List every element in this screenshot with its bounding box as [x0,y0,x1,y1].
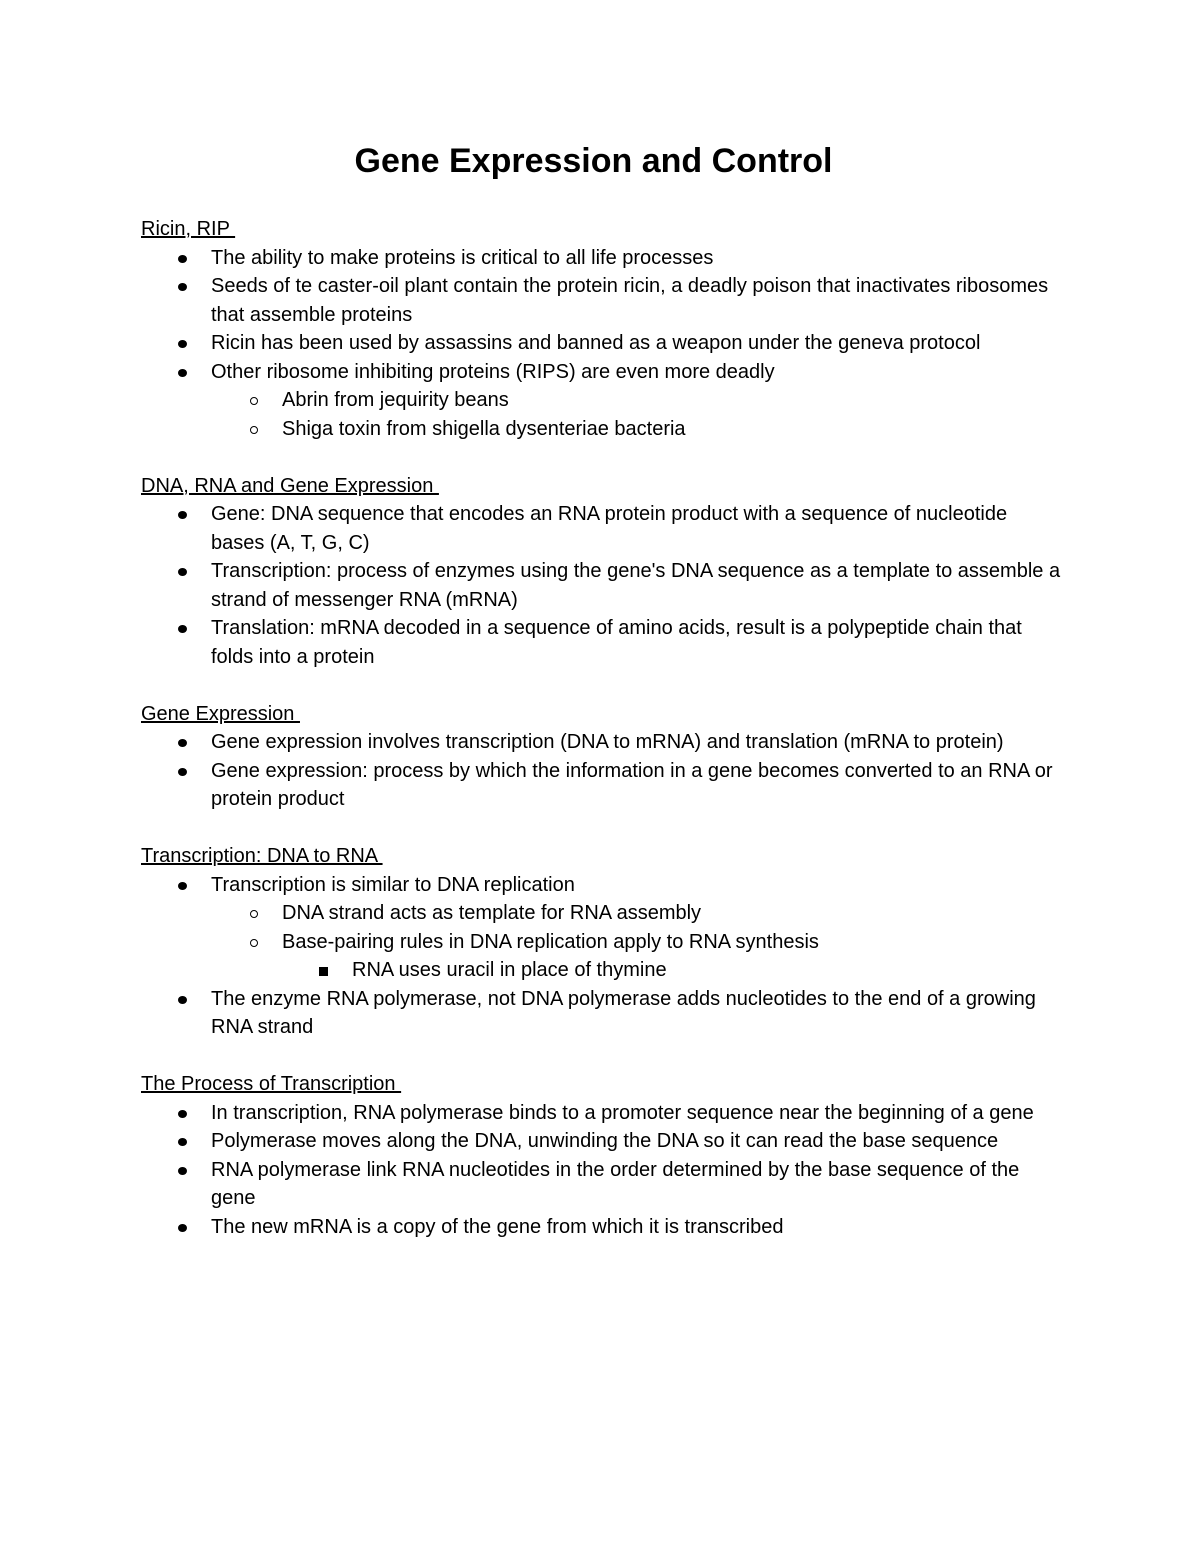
bullet-icon [178,1167,187,1175]
bullet-icon [178,739,187,747]
bullet-icon [178,768,187,776]
bullet-icon [178,882,187,890]
bullet-icon [178,568,187,576]
section-dna-rna-gene-expression [141,472,1061,672]
section-heading: Ricin, RIP [141,218,236,240]
list-item: The enzyme RNA polymerase, not DNA polymerase adds nucleotides to the end of a growing RNA strand [141,985,1061,1042]
list-item: Gene: DNA sequence that encodes an RNA protein product with a sequence of nucleotide bases (A, T, G, C) [141,500,1061,557]
list-item: RNA polymerase link RNA nucleotides in the order determined by the base sequence of the gene [141,1156,1061,1213]
list-item: Shiga toxin from shigella dysenteriae bacteria [141,415,1061,444]
list-item: Gene expression: process by which the information in a gene becomes converted to an RNA or protein product [141,757,1061,814]
bullet-icon [178,1110,187,1118]
bullet-list [141,500,1061,671]
list-item: Transcription is similar to DNA replication [141,871,1061,900]
list-item: Transcription: process of enzymes using the gene's DNA sequence as a template to assemble a strand of messenger RNA (mRNA) [141,557,1061,614]
list-item: The ability to make proteins is critical to all life processes [141,244,1061,273]
list-item: RNA uses uracil in place of thymine [141,956,1061,985]
section-heading: The Process of Transcription [141,1073,402,1095]
list-item: Abrin from jequirity beans [141,386,1061,415]
list-item: Base-pairing rules in DNA replication apply to RNA synthesis [141,928,1061,957]
bullet-icon [178,1224,187,1232]
bullet-icon [178,1138,187,1146]
section-transcription-dna-to-rna [141,842,1061,1042]
bullet-list [141,871,1061,1042]
list-item: Polymerase moves along the DNA, unwinding the DNA so it can read the base sequence [141,1127,1061,1156]
hollow-bullet-icon [250,939,258,947]
bullet-icon [178,625,187,633]
bullet-icon [178,255,187,263]
bullet-icon [178,283,187,291]
list-item: Seeds of te caster-oil plant contain the protein ricin, a deadly poison that inactivates ribosomes that assemble proteins [141,272,1061,329]
hollow-bullet-icon [250,910,258,918]
bullet-icon [178,511,187,519]
section-ricin-rip [141,215,1061,443]
section-process-of-transcription [141,1070,1061,1241]
section-heading: Gene Expression [141,702,300,725]
section-heading: DNA, RNA and Gene Expression [141,474,439,497]
section-gene-expression [141,700,1061,814]
list-item: In transcription, RNA polymerase binds to a promoter sequence near the beginning of a gene [141,1099,1061,1128]
list-item: Other ribosome inhibiting proteins (RIPS) are even more deadly [141,358,1061,387]
list-item: The new mRNA is a copy of the gene from which it is transcribed [141,1213,1061,1242]
bullet-list [141,1099,1061,1242]
list-item: Ricin has been used by assassins and banned as a weapon under the geneva protocol [141,329,1061,358]
bullet-list [141,244,1061,444]
document-body [141,215,1061,1270]
page-title: Gene Expression and Control [354,142,833,180]
hollow-bullet-icon [250,397,258,405]
square-bullet-icon [319,967,328,976]
hollow-bullet-icon [250,426,258,434]
section-heading: Transcription: DNA to RNA [141,845,383,867]
list-item: Translation: mRNA decoded in a sequence of amino acids, result is a polypeptide chain that folds into a protein [141,614,1061,671]
list-item: Gene expression involves transcription (DNA to mRNA) and translation (mRNA to protein) [141,728,1061,757]
list-item: DNA strand acts as template for RNA assembly [141,899,1061,928]
bullet-icon [178,996,187,1004]
bullet-icon [178,340,187,348]
bullet-list [141,728,1061,814]
bullet-icon [178,369,187,377]
